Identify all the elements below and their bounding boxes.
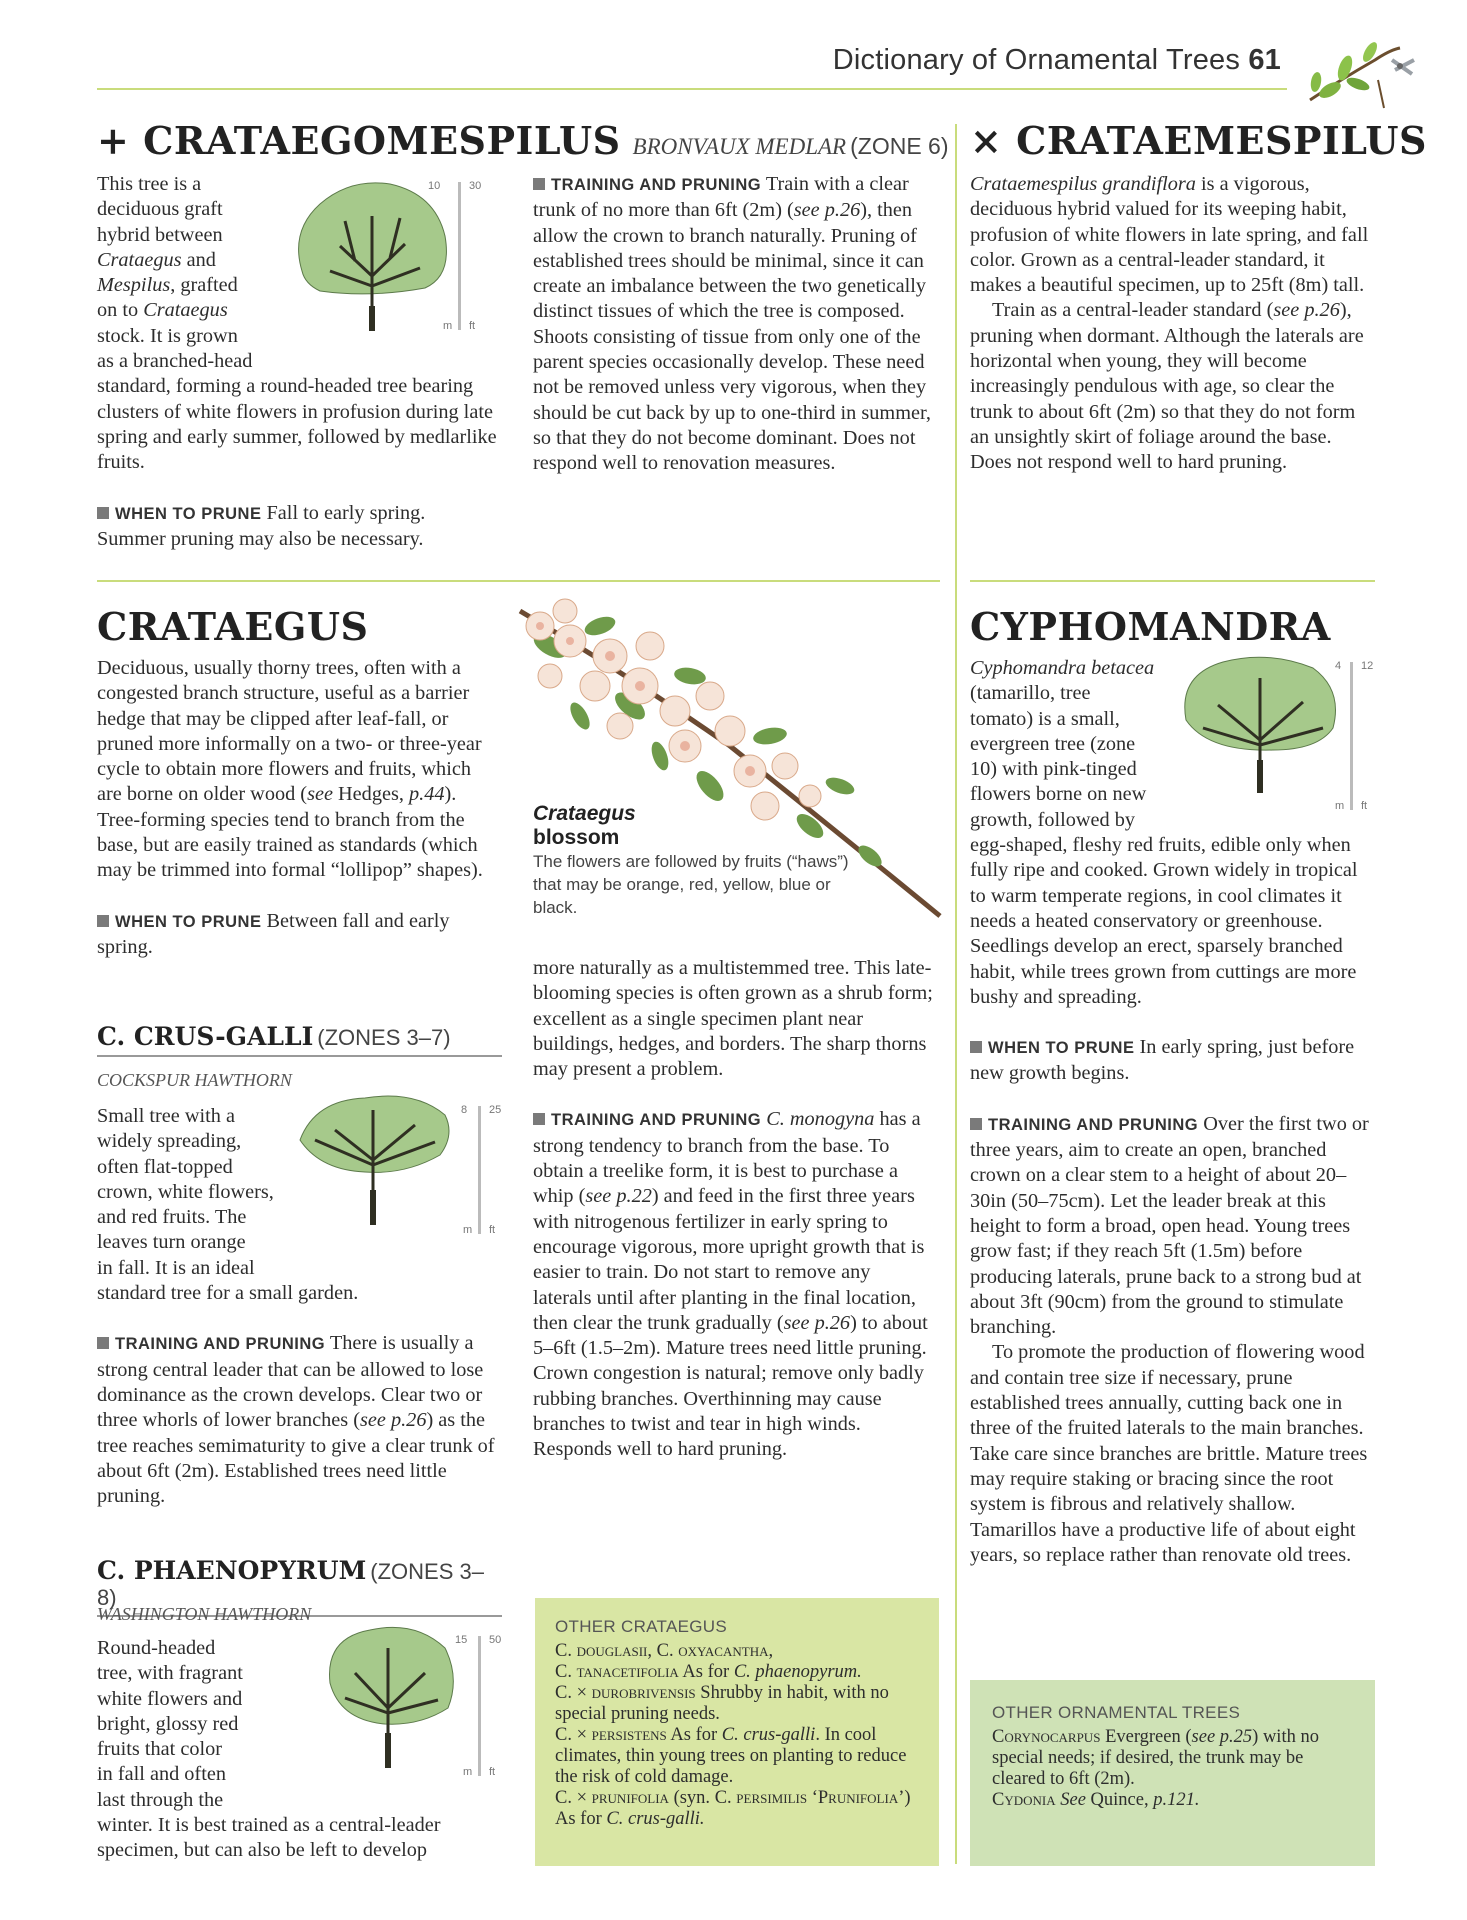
- list-item: Corynocarpus Evergreen (see p.25) with no special needs; if desired, the trunk may be cleared to 6ft (2m).: [992, 1727, 1319, 1789]
- square-bullet-icon: [970, 1041, 982, 1053]
- text-line: as a branched-head: [97, 350, 253, 373]
- text-line: deciduous graft: [97, 198, 223, 221]
- square-bullet-icon: [970, 1118, 982, 1130]
- text-line: 10) with pink-tinged: [970, 758, 1137, 781]
- text-line: tomato) is a small,: [970, 707, 1120, 730]
- text-line: in fall. It is an ideal: [97, 1256, 255, 1279]
- text-line: winter. It is best trained as a central-leader specimen, but can also be left to develop: [97, 1814, 441, 1862]
- text-line: stock. It is grown: [97, 324, 238, 347]
- text-line: hybrid between: [97, 223, 223, 246]
- text-line: often flat-topped: [97, 1155, 233, 1178]
- text-line: This tree is a: [97, 173, 202, 195]
- phaenopyrum-common-name: WASHINGTON HAWTHORN: [97, 1604, 312, 1624]
- square-bullet-icon: [97, 915, 109, 927]
- crus-galli-zone: (ZONES 3–7): [317, 1025, 451, 1050]
- training-and-pruning: TRAINING AND PRUNING C. monogyna has a strong tendency to branch from the base. To obtain a treelike form, it is best to purchase a whip (see p.22) and feed in the first three years with nitrogenous fertilizer in early spring to encourage vigorous, more upright growth that is easier to train. Do not start to remove any laterals until after planting in the final location, then clear the trunk gradually (see p.26) to about 5–6ft (1.5–2m). Mature trees need little pruning. Crown congestion is natural; remove only badly rubbing branches. Overthinning may cause branches to twist and tear in high winds. Responds well to hard pruning.: [533, 1108, 928, 1461]
- spreading-tree-icon: [295, 1080, 455, 1230]
- crus-galli-heading: [97, 1022, 502, 1057]
- section-rule: [97, 580, 940, 582]
- column-divider: [955, 124, 957, 1864]
- cyphomandra-text: Cyphomandra betacea (tamarillo, tree tomato) is a small, evergreen tree (zone 10) with pink-tinged flowers borne on new growth, followed by egg-shaped, fleshy red fruits, edible only when fully ripe and cooked. Grown widely in tropical to warm temperate regions, in cool climates it needs a heated conservatory or greenhouse. Seedlings develop an erect, sparsely branched habit, while trees grown from cuttings are more bushy and spreading. WHEN TO PRUNE In early spring, just before new growth begins. TRAINING AND PRUNING Over the first two or three years, aim to create an open, branched crown on a clear stem to a height of about 20–30in (50–75cm). Let the leader break at this height to form a broad, open head. Young trees grow fast; if they reach 5ft (1.5m) before producing laterals, prune back to a strong bud at about 3ft (90cm) from the ground to stimulate branching. To promote the production of flowering wood and contain tree size if necessary, prune established trees annually, cutting back one in three of the fruited laterals to the main branches. Take care since branches are brittle. Mature trees may require staking or bracing since the root system is fibrous and relatively shallow. Tamarillos have a productive life of about eight years, so replace rather than renovate old trees.: [970, 656, 1375, 1568]
- height-scale: 8 25 m ft: [461, 1104, 502, 1236]
- list-item: C. douglasii, C. oxyacantha,: [555, 1641, 774, 1661]
- caption-title: blossom: [533, 826, 620, 849]
- text-paragraph: standard, forming a round-headed tree bearing clusters of white flowers in profusion during late spring and early summer, followed by medlarlike fruits.: [97, 375, 497, 474]
- square-bullet-icon: [97, 1337, 109, 1349]
- phaenopyrum-title: C. PHAENOPYRUM: [97, 1556, 367, 1585]
- list-item: Cydonia See Quince, p.121.: [992, 1790, 1200, 1810]
- text-line: tree, with fragrant: [97, 1662, 243, 1685]
- pruning-shears-sprig-icon: [1300, 30, 1420, 118]
- text-line: widely spreading,: [97, 1130, 242, 1153]
- round-headed-tree-icon: [290, 176, 455, 336]
- when-to-prune: WHEN TO PRUNE Between fall and early spring.: [97, 909, 450, 958]
- blossom-caption: [533, 802, 863, 919]
- text-line: standard tree for a small garden.: [97, 1282, 359, 1305]
- phaenopyrum-continued: more naturally as a multistemmed tree. This late-blooming species is often grown as a shrub form; excellent as a single specimen plant near buildings, hedges, and borders. The sharp thorns may present a problem. TRAINING AND PRUNING C. monogyna has a strong tendency to branch from the base. To obtain a treelike form, it is best to purchase a whip (see p.22) and feed in the first three years with nitrogenous fertilizer in early spring to encourage vigorous, more upright growth that is easier to train. Do not start to remove any laterals until after planting in the final location, then clear the trunk gradually (see p.26) to about 5–6ft (1.5–2m). Mature trees need little pruning. Crown congestion is natural; remove only badly rubbing branches. Overthinning may cause branches to twist and tear in high winds. Responds well to hard pruning.: [533, 956, 933, 1463]
- text-line: flowers borne on new: [970, 783, 1147, 806]
- training-and-pruning: TRAINING AND PRUNING There is usually a strong central leader that can be allowed to lose dominance as the crown develops. Clear two or three whorls of lower branches (see p.26) as the tree reaches semimaturity to give a clear trunk of about 6ft (2m). Established trees need little pruning.: [97, 1332, 495, 1508]
- section-rule: [970, 580, 1375, 582]
- square-bullet-icon: [533, 178, 545, 190]
- when-to-prune: WHEN TO PRUNE In early spring, just before new growth begins.: [970, 1036, 1355, 1085]
- phaenopyrum-zone: (ZONES 3–8): [97, 1559, 484, 1610]
- text-line: Small tree with a: [97, 1105, 235, 1127]
- crataegomespilus-heading: [97, 118, 949, 163]
- crus-galli-title: C. CRUS-GALLI: [97, 1022, 314, 1051]
- text-line: Cyphomandra betacea: [970, 657, 1155, 679]
- text-line: and red fruits. The: [97, 1206, 247, 1229]
- section-title: Dictionary of Ornamental Trees: [832, 44, 1241, 76]
- header-rule: [97, 88, 1287, 90]
- text-line: fruits that color: [97, 1738, 223, 1761]
- caption-body: The flowers are followed by fruits (“haws”) that may be orange, red, yellow, blue or black.: [533, 852, 849, 917]
- other-ornamental-trees-box: [970, 1680, 1375, 1866]
- text-line: Crataegus and: [97, 248, 216, 271]
- text-line: (tamarillo, tree: [970, 682, 1091, 705]
- other-ornamental-heading: OTHER ORNAMENTAL TREES: [992, 1703, 1241, 1722]
- crataegomespilus-title: + CRATAEGOMESPILUS: [97, 118, 621, 163]
- crataegus-title: CRATAEGUS: [97, 604, 369, 649]
- list-item: C. × prunifolia (syn. C. persimilis ‘Prunifolia’) As for C. crus-galli.: [555, 1788, 911, 1829]
- list-item: C. tanacetifolia As for C. phaenopyrum.: [555, 1662, 862, 1682]
- caption-title: Crataegus: [533, 802, 636, 825]
- text-line: growth, followed by: [970, 808, 1136, 831]
- text-line: in fall and often: [97, 1763, 226, 1786]
- height-scale: 15 50 m ft: [455, 1634, 502, 1778]
- other-crataegus-box: [535, 1598, 939, 1866]
- list-item: C. × persistens As for C. crus-galli. In cool climates, thin young trees on planting to reduce the risk of cold damage.: [555, 1725, 907, 1787]
- running-header: [833, 44, 1281, 77]
- page-number: 61: [1248, 44, 1281, 76]
- text-line: Round-headed: [97, 1637, 216, 1659]
- crataemespilus-title: × CRATAEMESPILUS: [970, 118, 1427, 163]
- training-and-pruning: TRAINING AND PRUNING Over the first two or three years, aim to create an open, branched crown on a clear stem to a height of about 20–30in (50–75cm). Let the leader break at this height to form a broad, open head. Young trees grow fast; if they reach 5ft (1.5m) before producing laterals, prune back to a strong bud at about 3ft (90cm) from the ground to stimulate branching.: [970, 1112, 1369, 1339]
- crus-galli-common-name: COCKSPUR HAWTHORN: [97, 1070, 292, 1090]
- text-line: Mespilus, grafted: [97, 274, 238, 297]
- text-line: bright, glossy red: [97, 1712, 239, 1735]
- text-line: leaves turn orange: [97, 1231, 246, 1254]
- crataemespilus-text: Crataemespilus grandiflora is a vigorous, deciduous hybrid valued for its weeping habit, profusion of white flowers in late spring, and fall color. Grown as a central-leader standard, it makes a beautiful specimen, up to 25ft (8m) tall. Train as a central-leader standard (see p.26), pruning when dormant. Although the laterals are horizontal when young, they will become increasingly pendulous with age, so clear the trunk to about 6ft (2m) so that they do not form an unsightly skirt of foliage around the base. Does not respond well to hard pruning.: [970, 173, 1369, 474]
- crataegomespilus-common-name: BRONVAUX MEDLAR: [632, 134, 847, 159]
- round-headed-tree-icon: [320, 1618, 460, 1770]
- square-bullet-icon: [97, 507, 109, 519]
- height-scale: 4 12 m ft: [1335, 660, 1374, 812]
- when-to-prune: WHEN TO PRUNE Fall to early spring. Summer pruning may also be necessary.: [97, 501, 426, 550]
- text-line: white flowers and: [97, 1687, 243, 1710]
- text-line: on to Crataegus: [97, 299, 228, 322]
- text-line: crown, white flowers,: [97, 1180, 274, 1203]
- list-item: C. × durobrivensis Shrubby in habit, with no special pruning needs.: [555, 1683, 889, 1724]
- crataegus-intro: Deciduous, usually thorny trees, often with a congested branch structure, useful as a barrier hedge that may be clipped after leaf-fall, or pruned more informally on a two- or three-year cycle to obtain more flowers and fruits, which are borne on older wood (see Hedges, p.44). Tree-forming species tend to branch from the base, but are easily trained as standards (which may be trimmed into formal “lollipop” shapes). WHEN TO PRUNE Between fall and early spring.: [97, 656, 497, 960]
- other-crataegus-heading: OTHER CRATAEGUS: [555, 1617, 727, 1636]
- square-bullet-icon: [533, 1113, 545, 1125]
- crataegomespilus-zone: (ZONE 6): [850, 133, 949, 159]
- text-line: last through the: [97, 1788, 224, 1811]
- crataegomespilus-training: TRAINING AND PRUNING Train with a clear trunk of no more than 6ft (2m) (see p.26), then allow the crown to branch naturally. Pruning of established trees should be minimal, since it can create an imbalance between the two genetically distinct tissues of which the tree is composed. Shoots consisting of tissue from only one of the parent species occasionally develop. These need not be removed unless very vigorous, when they should be cut back by up to one-third in summer, so that they do not become dominant. Does not respond well to renovation measures.: [533, 173, 931, 475]
- cyphomandra-title: CYPHOMANDRA: [970, 604, 1331, 649]
- text-line: evergreen tree (zone: [970, 732, 1136, 755]
- height-scale: 10 30 m ft: [428, 180, 482, 332]
